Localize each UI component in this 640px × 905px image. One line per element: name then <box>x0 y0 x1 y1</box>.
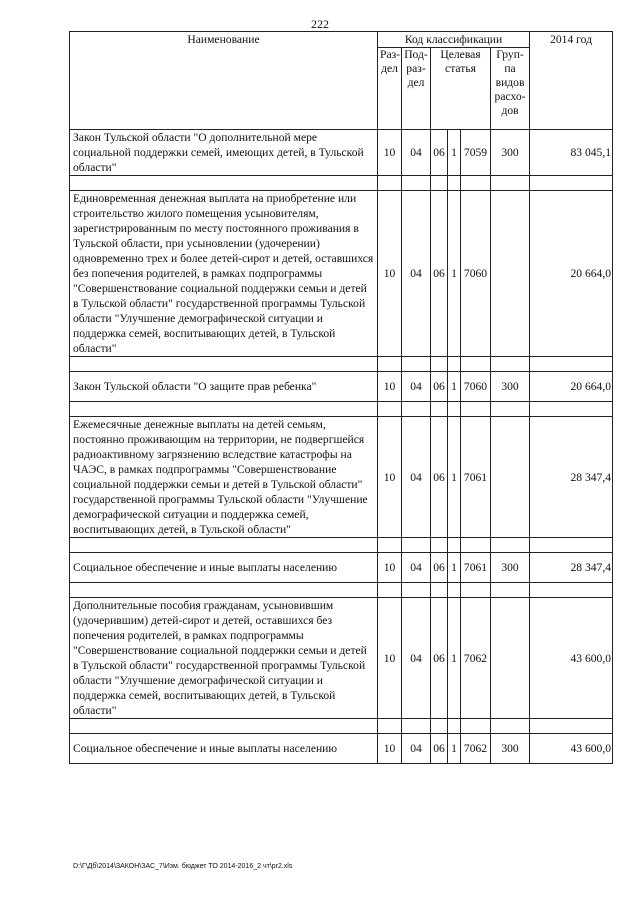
table-row <box>70 191 613 357</box>
row-amount: 28 347,4 <box>530 553 613 583</box>
row-name: Социальное обеспечение и иные выплаты населению <box>70 553 378 583</box>
row-cs3: 7059 <box>461 130 491 176</box>
row-cs1: 06 <box>431 734 448 764</box>
row-vr <box>491 417 530 538</box>
row-name: Закон Тульской области "О дополнительной мере социальной поддержки семей, имеющих детей, в Тульской области" <box>70 130 378 176</box>
row-razdel: 10 <box>378 417 402 538</box>
header-podrazdel: Под- раз- дел <box>402 48 431 130</box>
page-number: 222 <box>311 17 329 31</box>
row-podrazdel: 04 <box>402 598 431 719</box>
row-cs1: 06 <box>431 417 448 538</box>
row-name: Единовременная денежная выплата на приобретение или строительство жилого помещения усыновителям, зарегистрированным по месту постоянного проживания в Тульской области, при усыновлении (удочерении) одновременно трех и более детей-сирот и детей, оставшихся без попечения родителей, в рамках подпрограммы "Совершенствование социальной поддержки семьи и детей в Тульской области" государственной программы Тульской области "Улучшение демографической ситуации и поддержка семей, воспитывающих детей, в Тульской области" <box>70 191 378 357</box>
row-amount: 20 664,0 <box>530 372 613 402</box>
header-celevaya: Целевая статья <box>431 48 491 130</box>
row-cs1: 06 <box>431 191 448 357</box>
row-amount: 20 664,0 <box>530 191 613 357</box>
table-row <box>70 553 613 583</box>
row-cs2: 1 <box>448 734 461 764</box>
row-cs2: 1 <box>448 130 461 176</box>
row-vr: 300 <box>491 372 530 402</box>
budget-table <box>69 31 613 764</box>
row-cs3: 7062 <box>461 734 491 764</box>
row-cs1: 06 <box>431 130 448 176</box>
row-vr: 300 <box>491 734 530 764</box>
row-name: Дополнительные пособия гражданам, усыновившим (удочерившим) детей-сирот и детей, оставшихся без попечения родителей, в рамках подпрограммы "Совершенствование социальной поддержки семьи и детей в Тульской области" государственной программы Тульской области "Улучшение демографической ситуации и поддержка семей, воспитывающих детей, в Тульской области" <box>70 598 378 719</box>
row-cs2: 1 <box>448 598 461 719</box>
row-cs2: 1 <box>448 191 461 357</box>
row-podrazdel: 04 <box>402 417 431 538</box>
row-cs3: 7061 <box>461 417 491 538</box>
row-amount: 28 347,4 <box>530 417 613 538</box>
row-podrazdel: 04 <box>402 553 431 583</box>
row-podrazdel: 04 <box>402 191 431 357</box>
row-vr: 300 <box>491 130 530 176</box>
row-podrazdel: 04 <box>402 734 431 764</box>
header-row-1 <box>70 32 613 48</box>
table-row <box>70 734 613 764</box>
row-cs1: 06 <box>431 372 448 402</box>
row-cs2: 1 <box>448 417 461 538</box>
row-cs3: 7062 <box>461 598 491 719</box>
row-name: Закон Тульской области "О защите прав ребенка" <box>70 372 378 402</box>
row-razdel: 10 <box>378 553 402 583</box>
table-row <box>70 598 613 719</box>
table-row <box>70 372 613 402</box>
row-name: Ежемесячные денежные выплаты на детей семьям, постоянно проживающим на территории, не подвергшейся радиоактивному загрязнению вследствие катастрофы на ЧАЭС, в рамках подпрограммы "Совершенствование социальной поддержки семьи и детей в Тульской области" государственной программы Тульской области "Улучшение демографической ситуации и поддержка семей, воспитывающих детей, в Тульской области" <box>70 417 378 538</box>
row-razdel: 10 <box>378 372 402 402</box>
table-row <box>70 417 613 538</box>
header-gruppa: Груп- па видов расхо- дов <box>491 48 530 130</box>
row-vr: 300 <box>491 553 530 583</box>
header-code: Код классификации <box>378 32 530 48</box>
row-amount: 83 045,1 <box>530 130 613 176</box>
header-name: Наименование <box>70 32 378 130</box>
row-vr <box>491 598 530 719</box>
row-amount: 43 600,0 <box>530 598 613 719</box>
file-path-footer: D:\Г\Дб\2014\ЗАКОН\ЗАС_7\Изм. бюджет ТО 2014-2016_2 чт\pr2.xls <box>73 863 293 870</box>
row-name: Социальное обеспечение и иные выплаты населению <box>70 734 378 764</box>
row-cs3: 7061 <box>461 553 491 583</box>
row-cs1: 06 <box>431 598 448 719</box>
row-vr <box>491 191 530 357</box>
row-razdel: 10 <box>378 734 402 764</box>
header-year: 2014 год <box>530 32 613 130</box>
header-razdel: Раз- дел <box>378 48 402 130</box>
row-cs1: 06 <box>431 553 448 583</box>
row-amount: 43 600,0 <box>530 734 613 764</box>
row-razdel: 10 <box>378 598 402 719</box>
row-podrazdel: 04 <box>402 130 431 176</box>
row-cs2: 1 <box>448 553 461 583</box>
table-row <box>70 130 613 176</box>
row-cs3: 7060 <box>461 372 491 402</box>
row-cs2: 1 <box>448 372 461 402</box>
row-cs3: 7060 <box>461 191 491 357</box>
row-razdel: 10 <box>378 130 402 176</box>
row-podrazdel: 04 <box>402 372 431 402</box>
row-razdel: 10 <box>378 191 402 357</box>
